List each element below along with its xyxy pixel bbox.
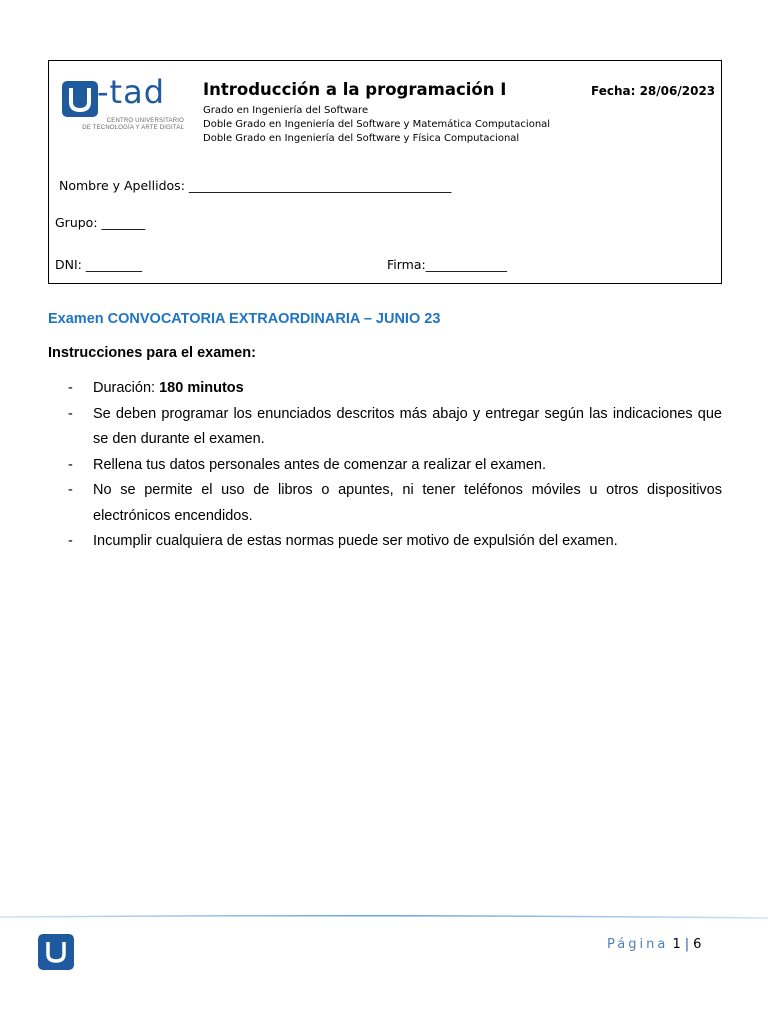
page-number: Página 1 | 6 xyxy=(607,937,702,952)
dni-field[interactable]: DNI: _________ xyxy=(55,257,143,272)
degree-list xyxy=(203,104,550,146)
list-item: - Rellena tus datos personales antes de comenzar a realizar el examen. xyxy=(68,456,546,473)
exam-heading: Examen CONVOCATORIA EXTRAORDINARIA – JUNIO 23 xyxy=(48,311,441,327)
utad-wordmark: -tad xyxy=(97,73,166,111)
footer-divider xyxy=(0,912,768,920)
utad-logo xyxy=(62,73,184,135)
list-item: - Duración: 180 minutos xyxy=(68,380,244,396)
list-item: - No se permite el uso de libros o apuntes, ni tener teléfonos móviles u otros dispositivos electrónicos encendidos. xyxy=(68,482,722,524)
instructions-list xyxy=(66,376,722,555)
instructions-title: Instrucciones para el examen: xyxy=(48,345,256,361)
utad-tagline: CENTRO UNIVERSITARIO DE TECNOLOGÍA Y ARTE DIGITAL xyxy=(82,118,184,131)
course-title: Introducción a la programación I xyxy=(203,80,507,99)
utad-u-icon xyxy=(62,81,98,117)
degree-item: Doble Grado en Ingeniería del Software y Física Computacional xyxy=(203,133,520,144)
list-item: - Incumplir cualquiera de estas normas puede ser motivo de expulsión del examen. xyxy=(68,533,618,549)
signature-field[interactable]: Firma:_____________ xyxy=(387,257,507,272)
group-field[interactable]: Grupo: _______ xyxy=(55,215,146,230)
name-field[interactable]: Nombre y Apellidos: __________________________________________ xyxy=(59,178,452,193)
list-item: - Se deben programar los enunciados descritos más abajo y entregar según las indicaciones que se den durante el examen. xyxy=(68,405,722,447)
degree-item: Doble Grado en Ingeniería del Software y Matemática Computacional xyxy=(203,119,551,130)
utad-footer-icon xyxy=(38,934,74,970)
exam-header-box xyxy=(48,60,722,284)
exam-date: Fecha: 28/06/2023 xyxy=(591,84,716,98)
degree-item: Grado en Ingeniería del Software xyxy=(203,105,369,116)
